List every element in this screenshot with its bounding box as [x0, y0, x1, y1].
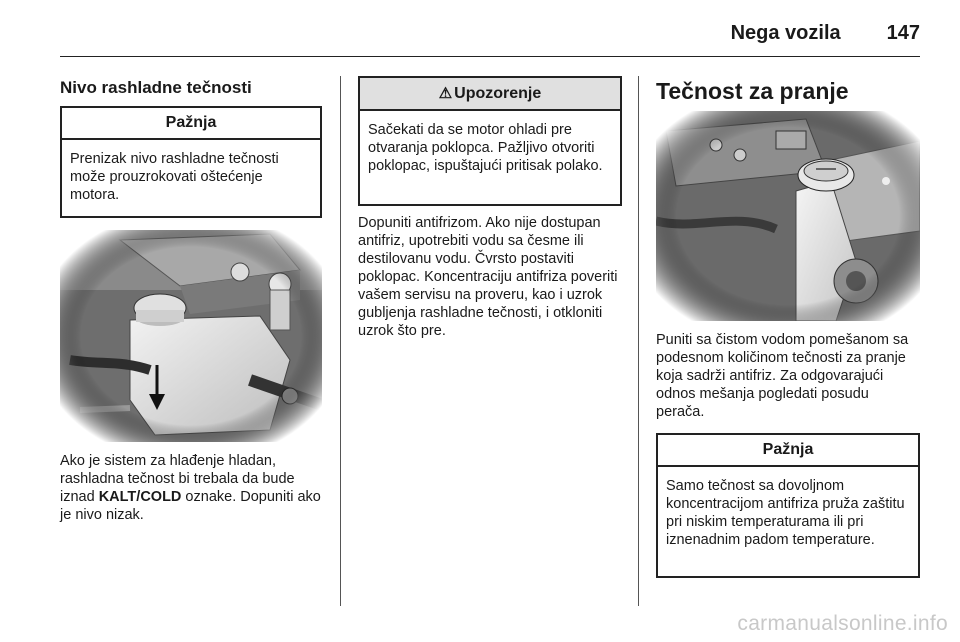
column-warning: [358, 76, 622, 340]
coolant-reservoir-illustration: [60, 230, 322, 442]
coolant-paragraph-start: Ako je sistem za hlađenje hladan, rashladna tečnost bi trebala da bude iznad: [60, 453, 295, 505]
page-header: [60, 10, 920, 57]
warning-text: Sačekati da se motor ohladi pre otvaranja poklopca. Pažljivo otvoriti poklopac, ispuštajući pritisak polako.: [368, 122, 603, 174]
coolant-level-paragraph: [60, 452, 322, 524]
washer-fluid-paragraph: Puniti sa čistom vodom pomešanom sa podesnom količinom tečnosti za pranje koja sadrži antifriz. Za odgovarajući odnos mešanja pogledati posudu perača.: [656, 332, 909, 420]
antifreeze-paragraph: Dopuniti antifrizom. Ako nije dostupan antifriz, upotrebiti vodu sa česme ili destilovanu vodu. Čvrsto postaviti poklopac. Koncentraciju antifriza poveriti vašem servisu na proveru, kao i uzrok gubljenja rashladne tečnosti, i otkloniti uzrok što pre.: [358, 215, 618, 339]
washer-notice-box: [656, 433, 920, 578]
column-divider-right: [638, 76, 639, 606]
warning-title: Upozorenje: [454, 85, 542, 102]
coolant-notice-text: Prenizak nivo rashladne tečnosti može prouzrokovati oštećenje motora.: [70, 151, 279, 203]
coolant-mark-label: KALT/COLD: [98, 489, 182, 505]
page-number: 147: [886, 21, 920, 44]
washer-notice-title: Pažnja: [658, 435, 918, 467]
coolant-notice-box: [60, 106, 322, 218]
washer-fluid-heading: Tečnost za pranje: [656, 78, 849, 104]
column-washer-fluid: [656, 76, 920, 578]
column-coolant: [60, 76, 322, 524]
warning-triangle-icon: ⚠: [438, 85, 453, 102]
column-divider-left: [340, 76, 341, 606]
warning-box: [358, 76, 622, 206]
coolant-heading: Nivo rashladne tečnosti: [60, 78, 252, 97]
section-title: Nega vozila: [730, 21, 841, 44]
washer-notice-text: Samo tečnost sa dovoljnom koncentracijom antifriza pruža zaštitu pri niskim temperaturama ili pri iznenadnim padom temperature.: [666, 478, 905, 548]
coolant-paragraph-end: oznake. Dopuniti ako je nivo nizak.: [60, 489, 321, 523]
washer-reservoir-illustration: [656, 111, 920, 321]
watermark: carmanualsonline.info: [737, 612, 948, 635]
coolant-notice-title: Pažnja: [62, 108, 320, 140]
warning-title-bar: [360, 78, 620, 111]
